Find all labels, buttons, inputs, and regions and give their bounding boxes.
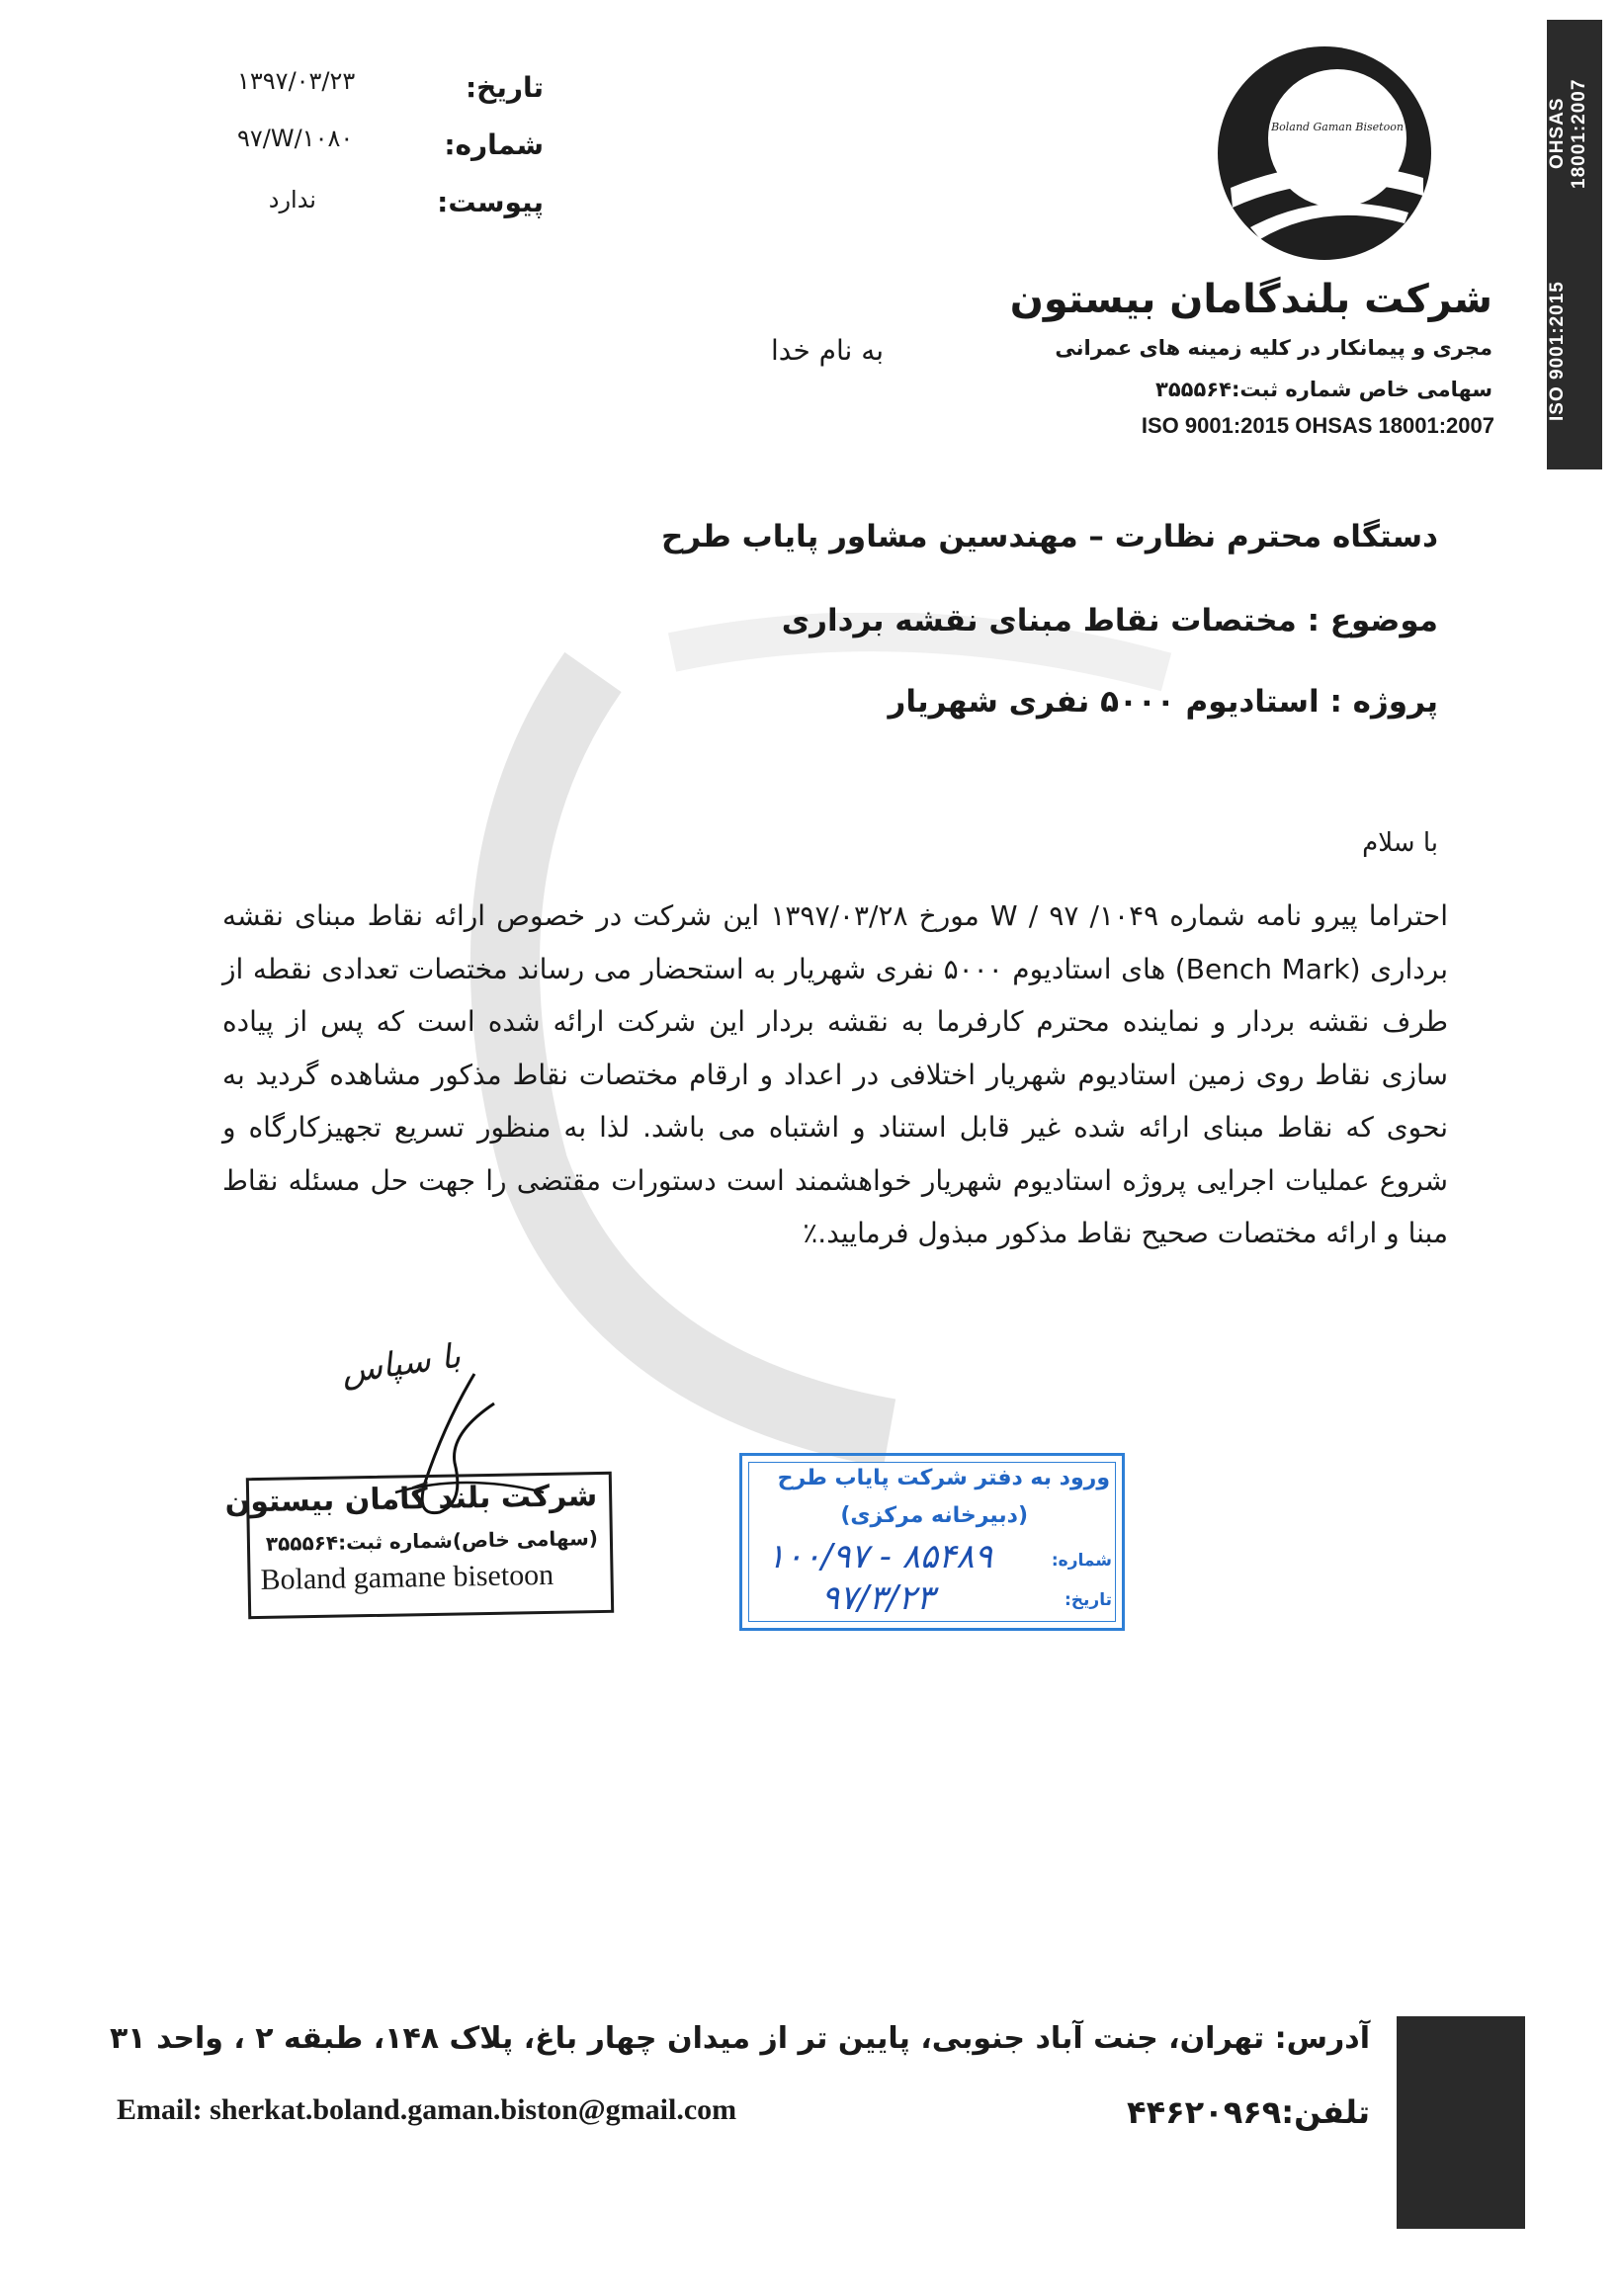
attachment-label: پیوست: (437, 186, 544, 218)
closing-text: با سپاس (338, 1335, 464, 1393)
company-stamp-name: شرکت بلند گامان بیستون (224, 1479, 598, 1520)
company-stamp-latin: Boland gamane bisetoon (260, 1558, 554, 1596)
company-registration: سهامی خاص شماره ثبت:۳۵۵۵۶۴ (1155, 378, 1492, 401)
attachment-value: ندارد (268, 186, 316, 213)
footer-address: آدرس: تهران، جنت آباد جنوبی، پایین تر از میدان چهار باغ، پلاک ۱۴۸، طبقه ۲ ، واحد ۳۱ (110, 2021, 1370, 2056)
recipient: دستگاه محترم نظارت – مهندسین مشاور پایاب طرح (660, 519, 1438, 554)
footer-email: Email: sherkat.boland.gaman.biston@gmail.com (117, 2093, 737, 2126)
company-stamp-registration: (سهامی خاص)شماره ثبت:۳۵۵۵۶۴ (265, 1526, 599, 1556)
greeting: با سلام (1362, 828, 1438, 858)
received-stamp-date-value: ۹۷/۳/۲۳ (821, 1578, 935, 1618)
received-stamp-subtitle: (دبیرخانه مرکزی) (840, 1503, 1028, 1528)
date-label: تاریخ: (465, 71, 544, 104)
received-stamp-date-label: تاریخ: (1065, 1590, 1112, 1610)
number-label: شماره: (444, 128, 544, 161)
company-name: شرکت بلندگامان بیستون (1009, 277, 1492, 322)
subject: موضوع : مختصات نقاط مبنای نقشه برداری (781, 603, 1438, 638)
date-value: ۱۳۹۷/۰۳/۲۳ (237, 67, 356, 95)
received-stamp-number-label: شماره: (1051, 1551, 1112, 1571)
iso-side-stripe (1547, 20, 1602, 469)
footer-phone: تلفن:۴۴۶۲۰۹۶۹ (1127, 2093, 1370, 2131)
stripe-iso-text: ISO 9001:2015 (1547, 281, 1568, 421)
company-logo (1211, 40, 1438, 267)
footer-dark-box (1397, 2016, 1525, 2229)
received-stamp-number-value: ۱۰۰/۹۷ - ۸۵۴۸۹ (767, 1537, 992, 1576)
company-stamp (224, 1472, 614, 1619)
received-stamp (739, 1453, 1125, 1631)
project: پروژه : استادیوم ۵۰۰۰ نفری شهریار (888, 684, 1438, 720)
number-value: ۹۷/W/۱۰۸۰ (237, 125, 354, 152)
received-stamp-title: ورود به دفتر شرکت پایاب طرح (777, 1466, 1110, 1490)
logo-text: Boland Gaman Bisetoon (1271, 121, 1404, 133)
letter-body: احتراما پیرو نامه شماره ۱۰۴۹/ W / ۹۷ مورخ ۱۳۹۷/۰۳/۲۸ این شرکت در خصوص ارائه نقاط مبنای نقشه برداری (Bench Mark) های استادیوم ۵۰۰۰ نفری شهریار به استحضار می رساند مختصات تعدادی نقطه از طرف نقشه بردار و نماینده محترم کارفرما به نقشه بردار این شرکت ارائه شده است که پس از پیاده سازی نقاط روی زمین استادیوم شهریار اختلافی در اعداد و ارقام مختصات نقاط مذکور مشاهده گردید به نحوی که نقاط مبنای ارائه شده غیر قابل استناد و اشتباه می باشد. لذا به منظور تسریع تجهیزکارگاه و شروع عملیات اجرایی پروژه استادیوم شهریار خواهشمند است دستورات مقتضی را جهت حل مسئله نقاط مبنا و ارائه مختصات صحیح نقاط مذکور مبذول فرمایید.٪ (222, 899, 1449, 1249)
stripe-ohsas-text: OHSAS 18001:2007 (1547, 78, 1589, 189)
basmala: به نام خدا (771, 334, 885, 367)
company-description: مجری و پیمانکار در کلیه زمینه های عمرانی (1055, 336, 1492, 360)
company-iso: ISO 9001:2015 OHSAS 18001:2007 (1141, 413, 1494, 438)
